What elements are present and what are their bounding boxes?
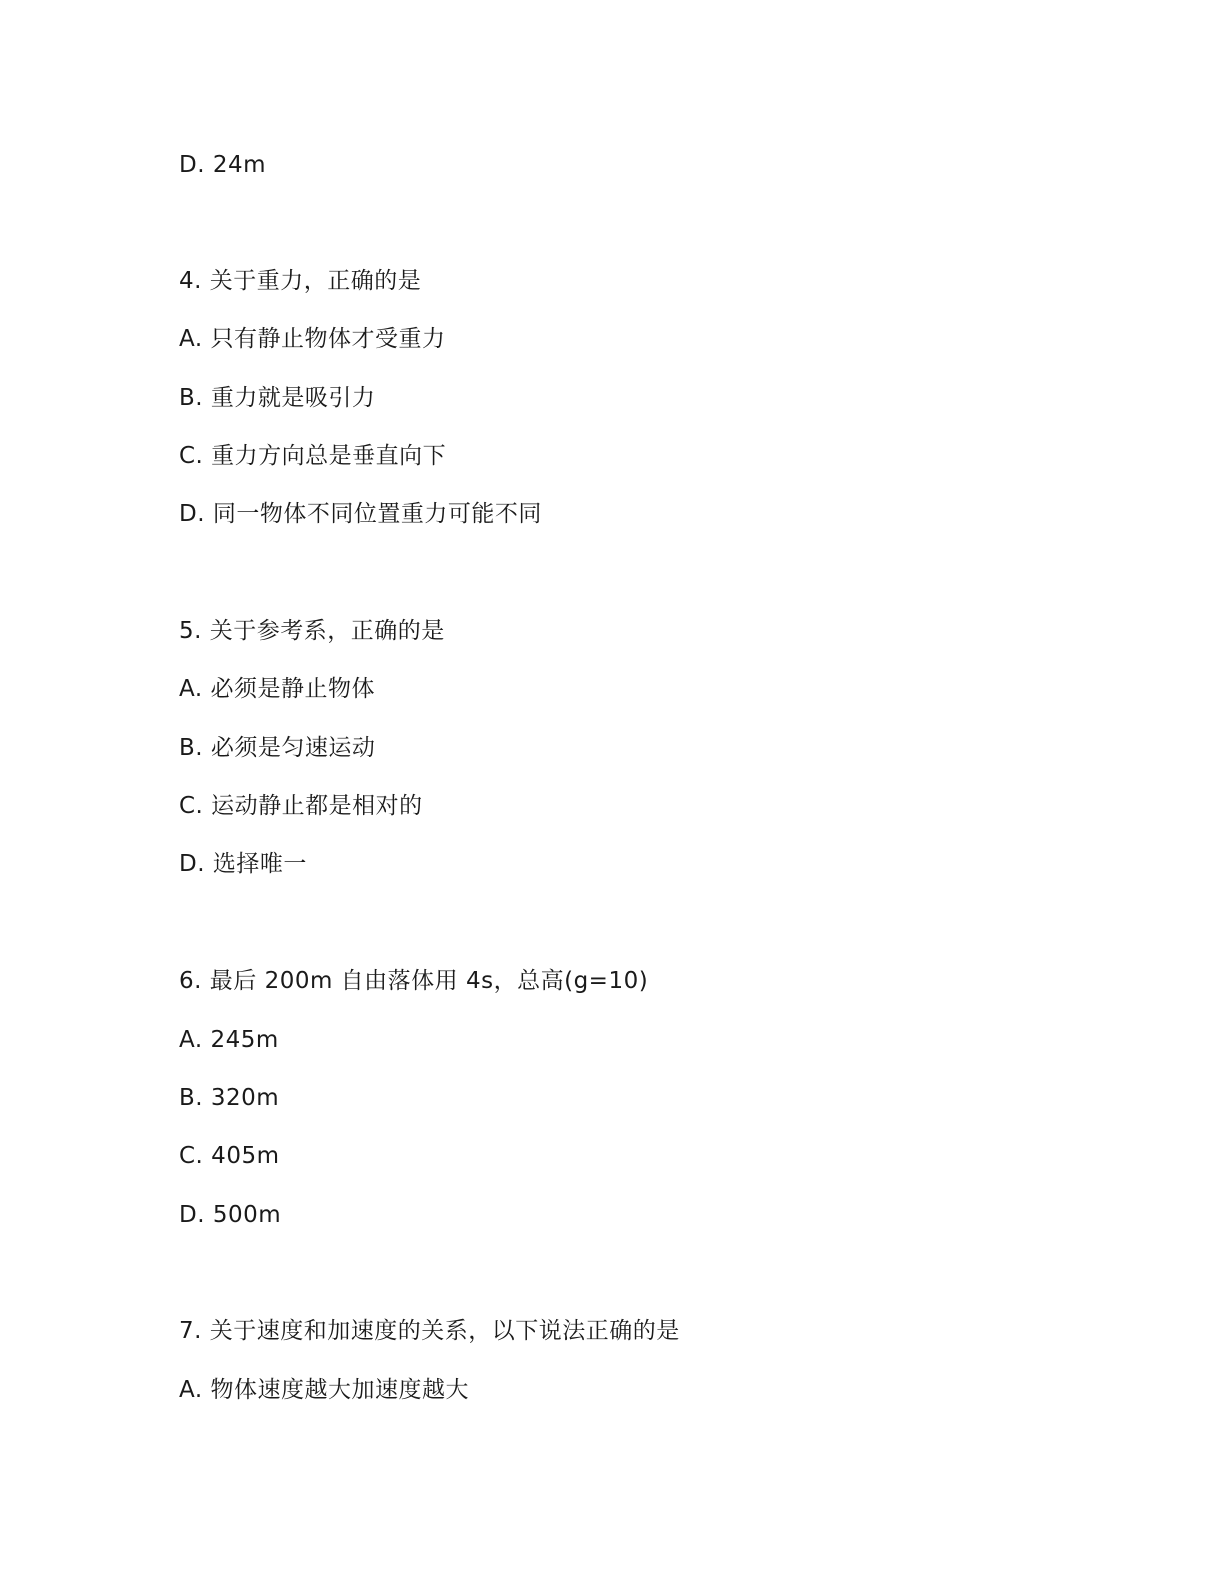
q5-option-d: D. 选择唯一 (179, 851, 307, 877)
q4-option-c: C. 重力方向总是垂直向下 (179, 443, 447, 469)
q7-question: 7. 关于速度和加速度的关系，以下说法正确的是 (179, 1318, 680, 1344)
q5-option-a: A. 必须是静止物体 (179, 676, 375, 702)
q4-option-b: B. 重力就是吸引力 (179, 385, 376, 411)
q7-option-a: A. 物体速度越大加速度越大 (179, 1377, 469, 1403)
q5-question: 5. 关于参考系，正确的是 (179, 618, 445, 644)
q4-option-d: D. 同一物体不同位置重力可能不同 (179, 501, 542, 527)
q6-option-b: B. 320m (179, 1085, 280, 1111)
q5-option-b: B. 必须是匀速运动 (179, 735, 376, 761)
q6-option-c: C. 405m (179, 1143, 280, 1169)
q6-option-a: A. 245m (179, 1027, 279, 1053)
q3-option-d: D. 24m (179, 152, 267, 178)
q6-option-d: D. 500m (179, 1202, 282, 1228)
q4-question: 4. 关于重力，正确的是 (179, 268, 422, 294)
q6-question: 6. 最后 200m 自由落体用 4s，总高(g=10) (179, 968, 649, 994)
q5-option-c: C. 运动静止都是相对的 (179, 793, 423, 819)
q4-option-a: A. 只有静止物体才受重力 (179, 326, 446, 352)
